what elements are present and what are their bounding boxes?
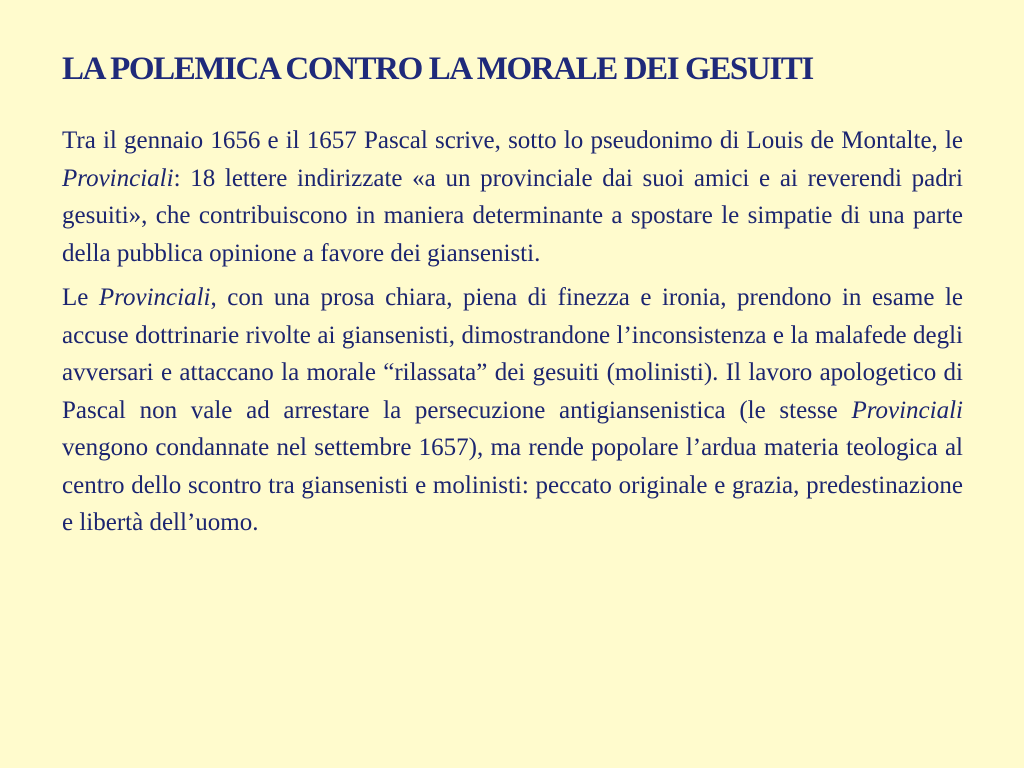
paragraph-2-italic-provinciali-2: Provinciali (851, 396, 963, 424)
paragraph-1 (62, 122, 963, 272)
slide-title: LA POLEMICA CONTRO LA MORALE DEI GESUITI (62, 51, 813, 87)
paragraph-2 (62, 279, 963, 542)
paragraph-1-text-1: Tra il gennaio 1656 e il 1657 Pascal scrive, sotto lo pseudonimo di Louis de Montalte, le (62, 127, 963, 154)
slide-body (62, 122, 963, 549)
paragraph-2-text-2: , con una prosa chiara, piena di finezza e ironia, prendono in esame le accuse dottrinarie rivolte ai giansenisti, dimostrandone l’inconsistenza e la malafede degli avversari e attaccano la morale “rilassata” dei gesuiti (molinisti). Il lavoro apologetico di Pascal non vale ad arrestare la persecuzione antigiansenistica (le stesse (62, 284, 963, 424)
paragraph-2-text-1: Le (62, 284, 99, 311)
paragraph-2-text-3: vengono condannate nel settembre 1657), ma rende popolare l’ardua materia teologica al centro dello scontro tra giansenisti e molinisti: peccato originale e grazia, predestinazione e libertà dell’uomo. (62, 434, 963, 536)
paragraph-1-text-2: : 18 lettere indirizzate «a un provinciale dai suoi amici e ai reverendi padri gesuiti», che contribuiscono in maniera determinante a spostare le simpatie di una parte della pubblica opinione a favore dei giansenisti. (62, 164, 963, 267)
paragraph-1-italic-provinciali: Provinciali (62, 164, 174, 192)
paragraph-2-italic-provinciali-1: Provinciali (98, 284, 211, 311)
